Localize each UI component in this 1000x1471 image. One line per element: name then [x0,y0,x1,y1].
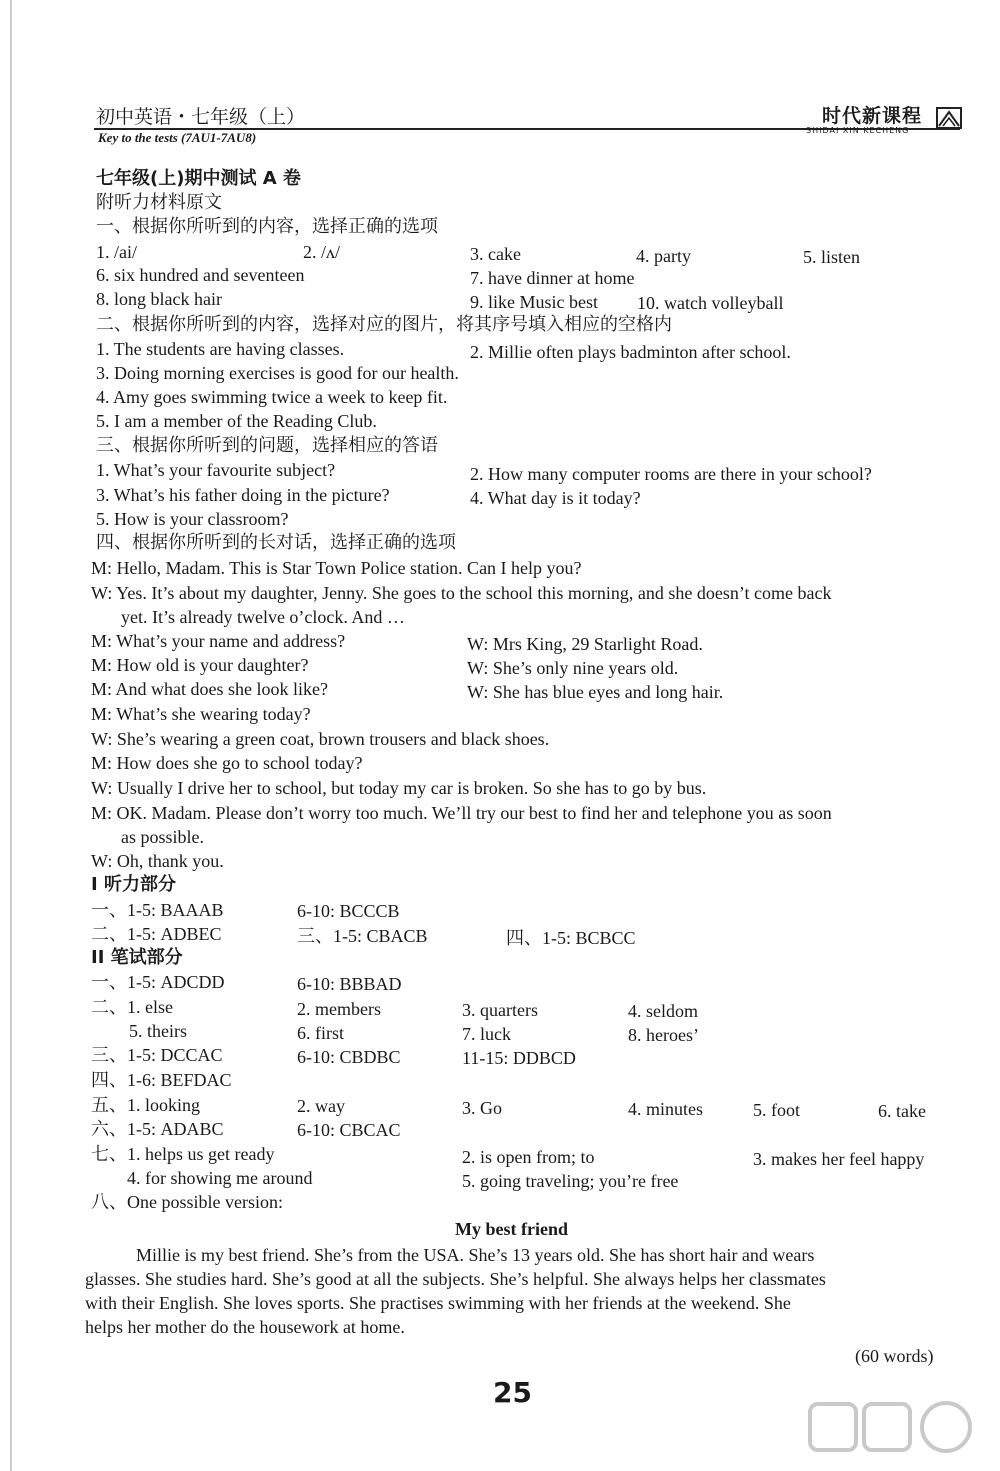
s1-item-4: 4. party [636,246,691,266]
dialogue-line: M: What’s she wearing today? [91,704,311,724]
dialogue-line: W: She’s wearing a green coat, brown trousers and black shoes. [91,729,550,749]
s2-heading: 二、根据你所听到的内容，选择对应的图片，将其序号填入相应的空格内 [96,314,672,335]
s1-item-8: 8. long black hair [96,289,222,309]
part2-answer: 8. heroes’ [628,1025,699,1045]
part2-answer: 七、1. helps us get ready [91,1144,275,1164]
header-subtitle: Key to the tests (7AU1-7AU8) [98,130,257,145]
s2-item-3: 3. Doing morning exercises is good for our health. [96,363,459,383]
book-title: 初中英语・七年级（上） [96,106,306,128]
s3-item-5: 5. How is your classroom? [96,509,289,529]
part2-answer: 6-10: BBBAD [297,974,402,994]
part2-answer: 11-15: DDBCD [462,1048,576,1068]
dialogue-line: as possible. [121,827,204,847]
s1-item-9: 9. like Music best [470,292,598,312]
part2-answer: 6. take [878,1101,926,1121]
part2-answer: 五、1. looking [91,1095,201,1115]
part1-answer: 三、1-5: CBACB [297,926,428,946]
dialogue-line: W: Usually I drive her to school, but today my car is broken. So she has to go by bus. [91,778,707,798]
s1-item-6: 6. six hundred and seventeen [96,265,305,285]
part2-answer: 4. seldom [628,1001,698,1021]
dialogue-line: M: How old is your daughter? [91,655,309,675]
word-count: (60 words) [855,1346,934,1366]
s1-item-1: 1. /ai/ [96,242,137,262]
s2-item-2: 2. Millie often plays badminton after school. [470,342,791,362]
part1-answer: 四、1-5: BCBCC [506,928,636,948]
dialogue-line: M: OK. Madam. Please don’t worry too much. We’ll try our best to find her and telephone you as soon [91,803,832,823]
part2-answer: 八、One possible version: [91,1192,283,1212]
dialogue-line: W: Oh, thank you. [91,851,224,871]
part2-answer: 5. going traveling; you’re free [462,1171,679,1191]
s1-item-2: 2. /ʌ/ [303,242,341,262]
part2-answer: 3. Go [462,1098,502,1118]
s2-item-5: 5. I am a member of the Reading Club. [96,411,377,431]
part2-answer: 四、1-6: BEFDAC [91,1070,232,1090]
part2-answer: 六、1-5: ADABC [91,1119,224,1139]
part2-answer: 4. minutes [628,1099,703,1119]
s3-item-2: 2. How many computer rooms are there in your school? [470,464,872,484]
s3-item-3: 3. What’s his father doing in the picture? [96,485,390,505]
brand-name: 时代新课程 [822,105,923,127]
part2-answer: 5. theirs [129,1021,187,1041]
dialogue-line: M: And what does she look like? [91,679,328,699]
dialogue-line: yet. It’s already twelve o’clock. And … [121,607,405,627]
test-title: 七年级(上)期中测试 A 卷 [96,168,301,189]
s3-heading: 三、根据你所听到的问题，选择相应的答语 [96,435,438,456]
part2-answer: 7. luck [462,1024,511,1044]
dialogue-line: W: Mrs King, 29 Starlight Road. [467,634,703,654]
s3-item-1: 1. What’s your favourite subject? [96,460,336,480]
essay-line: glasses. She studies hard. She’s good at all the subjects. She’s helpful. She always helps her classmates [85,1269,826,1289]
essay-line: helps her mother do the housework at home. [85,1317,405,1337]
part2-answer: 2. way [297,1096,345,1116]
s1-heading: 一、根据你所听到的内容，选择正确的选项 [96,216,438,237]
s1-item-7: 7. have dinner at home [470,268,635,288]
s4-heading: 四、根据你所听到的长对话，选择正确的选项 [96,532,456,553]
essay-line: Millie is my best friend. She’s from the USA. She’s 13 years old. She has short hair and wears [136,1245,815,1265]
part2-heading: II 笔试部分 [91,947,183,968]
dialogue-line: M: How does she go to school today? [91,753,363,773]
essay-line: with their English. She loves sports. She practises swimming with her friends at the weekend. She [85,1293,791,1313]
s2-item-4: 4. Amy goes swimming twice a week to keep fit. [96,387,448,407]
part1-answer: 一、1-5: BAAAB [91,900,224,920]
essay-title: My best friend [455,1219,568,1239]
part2-answer: 6. first [297,1023,344,1043]
s2-item-1: 1. The students are having classes. [96,339,345,359]
part1-answer: 二、1-5: ADBEC [91,924,222,944]
part2-answer: 一、1-5: ADCDD [91,972,225,992]
listening-title: 附听力材料原文 [96,192,222,213]
dialogue-line: W: She has blue eyes and long hair. [467,682,724,702]
part2-answer: 三、1-5: DCCAC [91,1045,223,1065]
part2-answer: 2. members [297,999,381,1019]
part2-answer: 6-10: CBCAC [297,1120,401,1140]
dialogue-line: M: What’s your name and address? [91,631,346,651]
brand-pinyin: SHIDAI XIN KECHENG [806,126,910,135]
dialogue-line: M: Hello, Madam. This is Star Town Police station. Can I help you? [91,558,582,578]
page-edge-line [10,0,12,1471]
s3-item-4: 4. What day is it today? [470,488,641,508]
part2-answer: 4. for showing me around [127,1168,313,1188]
watermark-logo-icon [806,1398,982,1460]
part2-answer: 2. is open from; to [462,1147,595,1167]
part2-answer: 3. makes her feel happy [753,1149,925,1169]
s1-item-3: 3. cake [470,244,521,264]
part2-answer: 3. quarters [462,1000,538,1020]
part2-answer: 5. foot [753,1100,800,1120]
part2-answer: 二、1. else [91,997,173,1017]
part2-answer: 6-10: CBDBC [297,1047,401,1067]
part1-answer: 6-10: BCCCB [297,901,400,921]
dialogue-line: W: Yes. It’s about my daughter, Jenny. She goes to the school this morning, and she doesn’t come back [91,583,832,603]
dialogue-line: W: She’s only nine years old. [467,658,679,678]
s1-item-10: 10. watch volleyball [637,293,784,313]
s1-item-5: 5. listen [803,247,860,267]
page-number: 25 [493,1376,532,1409]
part1-heading: I 听力部分 [91,874,176,895]
